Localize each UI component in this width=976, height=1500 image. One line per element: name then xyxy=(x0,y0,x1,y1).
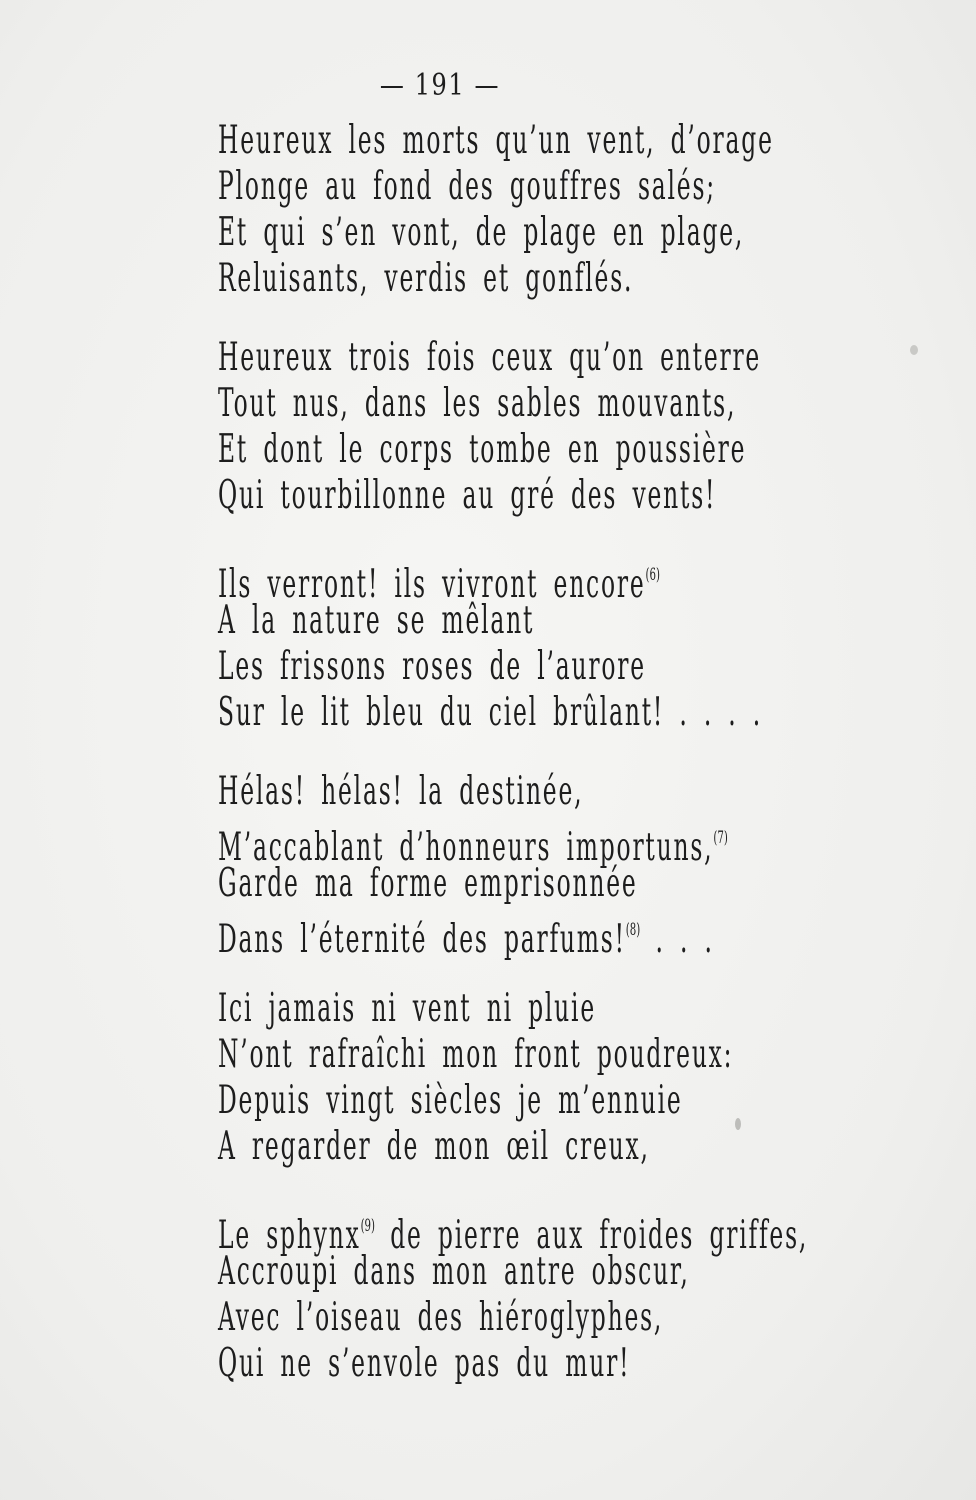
verse-text: Avec l’oiseau des hiéroglyphes, xyxy=(218,1295,664,1340)
verse-line xyxy=(218,598,808,644)
verse-text: Et qui s’en vont, de plage en plage, xyxy=(218,210,745,255)
stanza xyxy=(218,335,976,519)
verse-line xyxy=(218,1249,808,1295)
verse-line xyxy=(218,427,808,473)
page-number: — 191 — xyxy=(379,68,501,103)
verse-text: A regarder de mon œil creux, xyxy=(218,1124,650,1169)
verse-line xyxy=(218,1032,808,1078)
verse-text: Reluisants, verdis et gonflés. xyxy=(218,256,634,301)
verse-line xyxy=(218,118,808,164)
verse-line xyxy=(218,861,808,907)
verse-text: Garde ma forme emprisonnée xyxy=(218,861,638,906)
verse-line xyxy=(218,907,808,962)
stanza xyxy=(218,1203,976,1387)
verse-line xyxy=(218,1295,808,1341)
verse-text: Et dont le corps tombe en poussière xyxy=(218,427,747,472)
verse-line xyxy=(218,1078,808,1124)
verse-line xyxy=(218,210,808,256)
paper-speck xyxy=(735,1118,741,1130)
footnote-marker: (9) xyxy=(360,1216,376,1236)
verse-text: Depuis vingt siècles je m’ennuie xyxy=(218,1078,683,1123)
verse-line xyxy=(218,473,808,519)
footnote-marker: (8) xyxy=(625,920,641,940)
verse-text: Tout nus, dans les sables mouvants, xyxy=(218,381,737,426)
verse-text: Heureux trois fois ceux qu’on enterre xyxy=(218,335,762,380)
verse-line xyxy=(218,1203,809,1258)
stanza xyxy=(218,118,976,302)
verse-text: Sur le lit bleu du ciel brûlant! . . . . xyxy=(218,690,763,735)
verse-line xyxy=(218,1124,808,1170)
verse-line xyxy=(218,769,808,815)
verse-line xyxy=(218,644,808,690)
stanza xyxy=(218,552,976,736)
verse-line xyxy=(218,552,808,607)
verse-text: Le sphynx xyxy=(218,1213,361,1258)
verse-line xyxy=(218,381,808,427)
verse-text: A la nature se mêlant xyxy=(218,598,535,643)
verse-text: Ils verront! ils vivront encore xyxy=(218,562,646,607)
paper-speck xyxy=(910,345,918,355)
verse-line xyxy=(218,1341,808,1387)
verse-text-continued: de pierre aux froides griffes, xyxy=(375,1213,809,1258)
verse-line xyxy=(218,815,808,870)
verse-text: Dans l’éternité des parfums! xyxy=(218,917,626,962)
verse-line xyxy=(218,335,808,381)
verse-line xyxy=(218,256,808,302)
verse-text: Qui tourbillonne au gré des vents! xyxy=(218,473,717,518)
verse-text: Plonge au fond des gouffres salés; xyxy=(218,164,716,209)
footnote-marker: (6) xyxy=(645,565,660,585)
verse-line xyxy=(218,164,808,210)
verse-text: Les frissons roses de l’aurore xyxy=(218,644,646,689)
verse-text: Accroupi dans mon antre obscur, xyxy=(218,1249,690,1294)
verse-text: N’ont rafraîchi mon front poudreux: xyxy=(218,1032,734,1077)
poem xyxy=(218,118,976,1420)
footnote-marker: (7) xyxy=(713,828,728,848)
stanza xyxy=(218,769,976,962)
verse-text: Qui ne s’envole pas du mur! xyxy=(218,1341,631,1386)
verse-text: Heureux les morts qu’un vent, d’orage xyxy=(218,118,774,163)
verse-line xyxy=(218,690,808,736)
stanza xyxy=(218,986,976,1170)
verse-text: Ici jamais ni vent ni pluie xyxy=(218,986,596,1031)
verse-line xyxy=(218,986,808,1032)
verse-text: M’accablant d’honneurs importuns, xyxy=(218,825,714,870)
verse-text: Hélas! hélas! la destinée, xyxy=(218,769,584,814)
verse-text-continued: . . . xyxy=(640,917,714,962)
